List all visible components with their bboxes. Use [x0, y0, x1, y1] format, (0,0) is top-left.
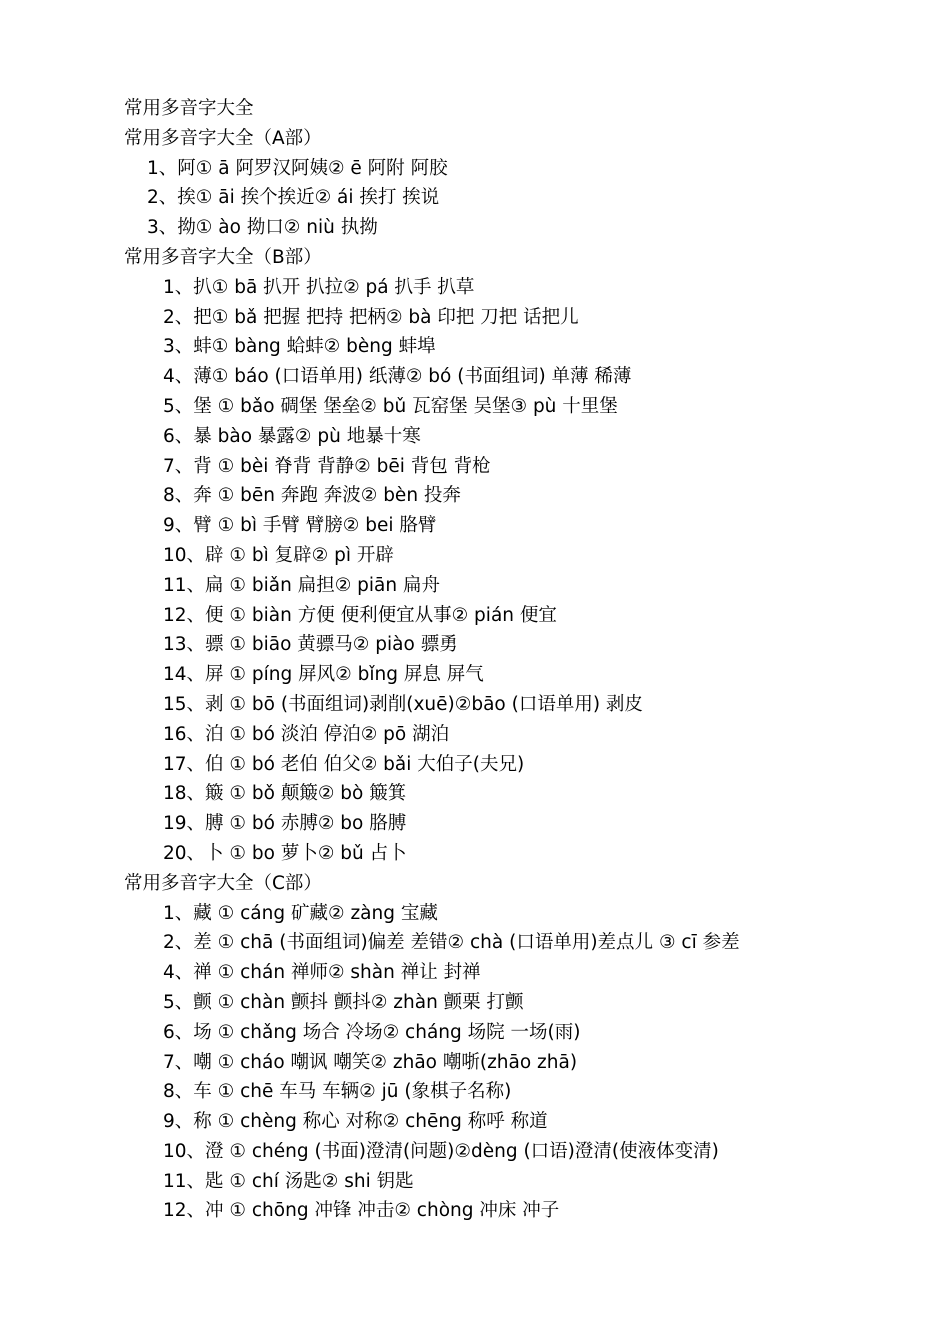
section-heading-a: 常用多音字大全（A部） — [124, 127, 322, 149]
list-item: 13、骠 ① biāo 黄骠马② piào 骠勇 — [163, 634, 458, 656]
list-item: 7、嘲 ① cháo 嘲讽 嘲笑② zhāo 嘲哳(zhāo zhā) — [163, 1051, 578, 1073]
list-item: 4、薄① báo (口语单用) 纸薄② bó (书面组词) 单薄 稀薄 — [163, 366, 632, 388]
section-heading-c: 常用多音字大全（C部） — [124, 872, 322, 894]
list-item: 11、扁 ① biǎn 扁担② piān 扁舟 — [163, 574, 441, 596]
section-heading-b: 常用多音字大全（B部） — [124, 246, 322, 268]
list-item: 2、把① bǎ 把握 把持 把柄② bà 印把 刀把 话把儿 — [163, 306, 579, 328]
document-title: 常用多音字大全 — [124, 98, 254, 119]
list-item: 6、暴 bào 暴露② pù 地暴十寒 — [163, 425, 421, 447]
list-item: 1、藏 ① cáng 矿藏② zàng 宝藏 — [163, 902, 438, 924]
list-item: 12、便 ① biàn 方便 便利便宜从事② pián 便宜 — [163, 604, 557, 626]
list-item: 12、冲 ① chōng 冲锋 冲击② chòng 冲床 冲子 — [163, 1200, 560, 1222]
list-item: 10、辟 ① bì 复辟② pì 开辟 — [163, 544, 394, 566]
list-item: 7、背 ① bèi 脊背 背静② bēi 背包 背枪 — [163, 455, 491, 477]
list-item: 9、称 ① chèng 称心 对称② chēng 称呼 称道 — [163, 1111, 548, 1133]
list-item: 1、扒① bā 扒开 扒拉② pá 扒手 扒草 — [163, 276, 475, 298]
list-item: 17、伯 ① bó 老伯 伯父② bǎi 大伯子(夫兄) — [163, 753, 525, 775]
list-item: 3、拗① ào 拗口② niù 执拗 — [147, 217, 378, 239]
list-item: 4、禅 ① chán 禅师② shàn 禅让 封禅 — [163, 962, 481, 984]
list-item: 2、差 ① chā (书面组词)偏差 差错② chà (口语单用)差点儿 ③ cī 参差 — [163, 932, 740, 954]
list-item: 5、堡 ① bǎo 碉堡 堡垒② bǔ 瓦窑堡 吴堡③ pù 十里堡 — [163, 395, 618, 417]
list-item: 6、场 ① chǎng 场合 冷场② cháng 场院 一场(雨) — [163, 1021, 581, 1043]
document-body — [124, 94, 924, 1226]
list-item: 3、蚌① bàng 蛤蚌② bèng 蚌埠 — [163, 336, 436, 358]
list-item: 1、阿① ā 阿罗汉阿姨② ē 阿附 阿胶 — [147, 157, 448, 179]
list-item: 8、奔 ① bēn 奔跑 奔波② bèn 投奔 — [163, 485, 461, 507]
list-item: 2、挨① āi 挨个挨近② ái 挨打 挨说 — [147, 187, 440, 209]
list-item: 18、簸 ① bǒ 颠簸② bò 簸箕 — [163, 783, 407, 805]
list-item: 10、澄 ① chéng (书面)澄清(问题)②dèng (口语)澄清(使液体变清) — [163, 1140, 719, 1162]
list-item: 14、屏 ① píng 屏风② bǐng 屏息 屏气 — [163, 664, 484, 686]
list-item: 9、臂 ① bì 手臂 臂膀② bei 胳臂 — [163, 515, 437, 537]
list-item: 11、匙 ① chí 汤匙② shi 钥匙 — [163, 1170, 414, 1192]
list-item: 16、泊 ① bó 淡泊 停泊② pō 湖泊 — [163, 723, 450, 745]
list-item: 19、膊 ① bó 赤膊② bo 胳膊 — [163, 813, 407, 835]
list-item: 15、剥 ① bō (书面组词)剥削(xuē)②bāo (口语单用) 剥皮 — [163, 693, 643, 715]
list-item: 8、车 ① chē 车马 车辆② jū (象棋子名称) — [163, 1081, 512, 1103]
list-item: 20、卜 ① bo 萝卜② bǔ 占卜 — [163, 842, 407, 864]
list-item: 5、颤 ① chàn 颤抖 颤抖② zhàn 颤栗 打颤 — [163, 991, 524, 1013]
